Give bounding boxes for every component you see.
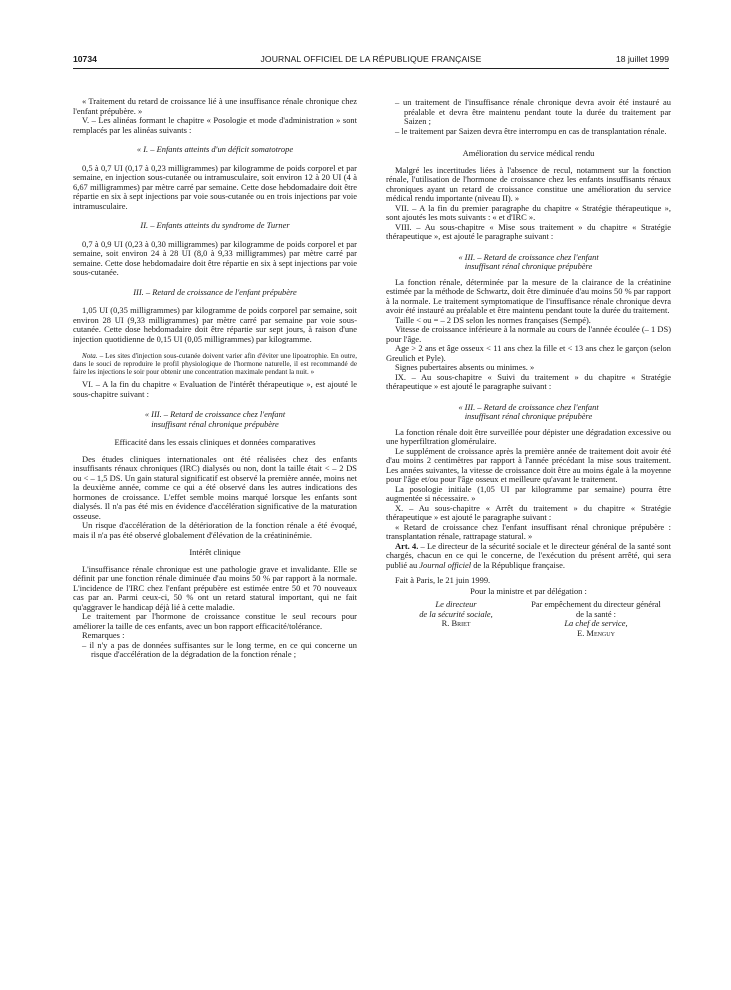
publication-date: 18 juillet 1999: [615, 54, 669, 64]
bullet-item: – le traitement par Saizen devra être interrompu en cas de transplantation rénale.: [395, 125, 667, 136]
paragraph: Malgré les incertitudes liées à l'absence de recul, notamment sur la fonction rénale, l'utilisation de l'hormone de croissance chez les enfants insuffisants rénaux chroniques ayant un retard de croissance constitue une amélioration du service médical rendu importante (niveau II). »: [386, 164, 671, 203]
subsection-heading: Efficacité dans les essais cliniques et données comparatives: [114, 437, 316, 448]
paragraph: V. – Les alinéas formant le chapitre « Posologie et mode d'administration » sont remplacés par les alinéas suivants :: [73, 115, 357, 135]
section-heading: II. – Enfants atteints du syndrome de Turner: [140, 220, 290, 230]
section-heading: « I. – Enfants atteints d'un déficit somatotrope: [136, 144, 294, 154]
paragraph: X. – Au sous-chapitre « Arrêt du traitement » du chapitre « Stratégie thérapeutique » est ajouté le paragraphe suivant :: [386, 502, 671, 522]
section-heading-line: insuffisant rénal chronique prépubère: [464, 261, 593, 271]
delegation-line: Pour la ministre et par délégation :: [470, 585, 587, 596]
signatory-title: de la sécurité sociale,: [419, 608, 493, 619]
paragraph: Le supplément de croissance après la première année de traitement doit avoir été d'au moins 2 centimètres par rapport à l'année précédant la mise sous traitement. Les années suivantes, la vitesse de croissance doit être au moins égale à la moyenne pour l'âge et/ou pour l'âge osseux et meilleure qu'avant le traitement.: [386, 445, 671, 484]
journal-officiel-ref: Journal officiel: [419, 559, 472, 570]
section-heading-block: [386, 253, 671, 272]
paragraph: Taille < ou = – 2 DS selon les normes françaises (Sempé).: [395, 314, 591, 325]
paragraph: VI. – A la fin du chapitre « Evaluation de l'intérêt thérapeutique », est ajouté le sous-chapitre suivant :: [73, 379, 357, 399]
paragraph: L'insuffisance rénale chronique est une pathologie grave et invalidante. Elle se définit par une fonction rénale diminuée d'au moins 50 % par rapport à la normale. L'incidence de l'IRC chez l'enfant prépubère est estimée entre 50 et 70 nouveaux cas par an. Parmi ceux-ci, 50 % ont un retard statural important, qui ne fait qu'aggraver le handicap déjà lié à cette maladie.: [73, 563, 357, 612]
section-heading-block: [386, 403, 671, 422]
signatory-title: de la santé :: [575, 608, 617, 619]
paragraph: Le traitement par l'hormone de croissance constitue le seul recours pour améliorer la taille de ces enfants, avec un bon rapport efficacité/tolérance.: [73, 611, 357, 631]
bullet-item: – un traitement de l'insuffisance rénale chronique devra avoir été instauré au préalable et devra être maintenu pendant toute la durée du traitement par Saizen ;: [395, 97, 671, 126]
signatory-title: Le directeur: [435, 599, 477, 609]
paragraph: Age > 2 ans et âge osseux < 11 ans chez la fille et < 13 ans chez le garçon (selon Greulich et Pyle).: [386, 343, 671, 363]
paragraph: Des études cliniques internationales ont été réalisées chez des enfants insuffisants rénaux chroniques (IRC) dialysés ou non, dont la taille était < – 2 DS ou < – 1,5 DS. Un gain statural significatif est observé la première année, moins net la deuxième année, comme ce qui a été observé dans les autres indications des hormones de croissance. L'effet semble moins marqué lorsque les enfants sont dialysés. Il n'a pas été mis en évidence d'accélération significative de la maturation osseuse.: [73, 453, 357, 521]
signature-right: [521, 600, 671, 638]
article-paragraph: [386, 542, 671, 571]
right-column: [386, 98, 671, 638]
paragraph: 0,7 à 0,9 UI (0,23 à 0,30 milligrammes) par kilogramme de poids corporel et par semaine, soit environ 24 à 28 UI (8,0 à 9,33 milligrammes) par mètre carré par semaine. Cette dose hebdomadaire doit être répartie en six à sept injections par voie sous-cutanée.: [73, 238, 357, 277]
article-text-end: de la République française.: [471, 559, 566, 570]
paragraph: VII. – A la fin du premier paragraphe du chapitre « Stratégie thérapeutique », sont ajoutés les mots suivants : « et d'IRC ».: [386, 202, 671, 222]
signatory-title: La chef de service,: [564, 618, 628, 628]
paragraph: La posologie initiale (1,05 UI par kilogramme par semaine) pourra être augmentée si nécessaire. »: [386, 483, 671, 503]
section-heading-line: « III. – Retard de croissance chez l'enfant: [458, 251, 599, 262]
paragraph: La fonction rénale, déterminée par la mesure de la clairance de la créatinine estimée par la méthode de Schwartz, doit être diminuée d'au moins 50 % par rapport à la normale. Le traitement symptomatique de l'insuffisance rénale chronique devra avoir été instauré au préalable et être maintenu pendant toute la durée du traitement.: [386, 276, 671, 315]
paragraph: La fonction rénale doit être surveillée pour dépister une dégradation excessive ou une hyperfiltration glomérulaire.: [386, 426, 671, 446]
paragraph: 1,05 UI (0,35 milligrammes) par kilogramme de poids corporel par semaine, soit environ 28 UI (9,33 milligrammes) par mètre carré par semaine par voie sous-cutanée. Cette dose hebdomadaire doit être répartie sur sept jours, à raison d'une injection quotidienne de 0,15 UI (0,05 milligrammes) par kilogramme.: [73, 305, 357, 344]
paragraph: 0,5 à 0,7 UI (0,17 à 0,23 milligrammes) par kilogramme de poids corporel et par semaine, en injection sous-cutanée ou intramusculaire, soit environ 12 à 20 UI (4 à 6,67 milligrammes) par mètre carré par semaine. Cette dose hebdomadaire doit être répartie en six à sept injections par voie sous-cutanée ou en trois injections par voie intramusculaire.: [73, 162, 357, 211]
section-heading-line: insuffisant rénal chronique prépubère: [151, 418, 279, 429]
paragraph: Vitesse de croissance inférieure à la normale au cours de l'année écoulée (– 1 DS) pour l'âge.: [386, 324, 671, 344]
nota-text: – Les sites d'injection sous-cutanée doivent varier afin d'éviter une lipoatrophie. En outre, dans le souci de reproduire le profil physiologique de l'hormone naturelle, il est recommandé de faire les injections le soir pour obtenir une concentration maximale pendant la nuit. »: [73, 352, 357, 377]
section-heading-block: [73, 410, 357, 429]
nota-paragraph: [73, 352, 357, 376]
section-heading: III. – Retard de croissance de l'enfant prépubère: [133, 286, 297, 297]
paragraph: VIII. – Au sous-chapitre « Mise sous traitement » du chapitre « Stratégie thérapeutique », est ajouté le paragraphe suivant :: [386, 221, 671, 241]
paragraph: « Traitement du retard de croissance lié à une insuffisance rénale chronique chez l'enfant prépubère. »: [73, 96, 357, 116]
subsection-heading: Amélioration du service médical rendu: [462, 148, 595, 158]
left-column: [73, 97, 357, 660]
article-label: Art. 4.: [395, 540, 419, 551]
article-text: – Le directeur de la sécurité sociale et le directeur général de la santé sont chargés, chacun en ce qui le concerne, de l'exécution du présent arrêté, qui sera publié au: [386, 540, 671, 570]
signatory-title: Par empêchement du directeur général: [531, 599, 661, 609]
paragraph: Un risque d'accélération de la détérioration de la fonction rénale a été évoqué, mais il n'a pas été observé globalement d'élévation de la créatininémie.: [73, 520, 357, 540]
page-number: 10734: [73, 54, 97, 64]
signatory-name: E. Menguy: [577, 627, 615, 638]
place-date: Fait à Paris, le 21 juin 1999.: [395, 575, 491, 585]
paragraph: « Retard de croissance chez l'enfant insuffisant rénal chronique prépubère : transplantation rénale, rattrapage statural. »: [386, 521, 671, 541]
paragraph: IX. – Au sous-chapitre « Suivi du traitement » du chapitre « Stratégie thérapeutique » est ajouté le paragraphe suivant :: [386, 371, 671, 391]
signature-left: [386, 600, 516, 638]
nota-label: Nota.: [82, 352, 98, 360]
bullet-item: – il n'y a pas de données suffisantes sur le long terme, en ce qui concerne un risque d'accélération de la dégradation de la fonction rénale ;: [82, 639, 357, 660]
signature-block: [386, 600, 671, 638]
section-heading-line: « III. – Retard de croissance chez l'enfant: [458, 401, 599, 412]
page-header: [73, 54, 669, 69]
journal-title: JOURNAL OFFICIEL DE LA RÉPUBLIQUE FRANÇAISE: [260, 54, 482, 64]
signatory-name: R. Briet: [441, 618, 471, 628]
paragraph: Signes pubertaires absents ou minimes. »: [395, 362, 535, 372]
section-heading-line: insuffisant rénal chronique prépubère: [464, 411, 593, 421]
paragraph: Remarques :: [82, 630, 125, 641]
section-heading-line: « III. – Retard de croissance chez l'enfant: [144, 409, 286, 420]
subsection-heading: Intérêt clinique: [189, 547, 241, 558]
